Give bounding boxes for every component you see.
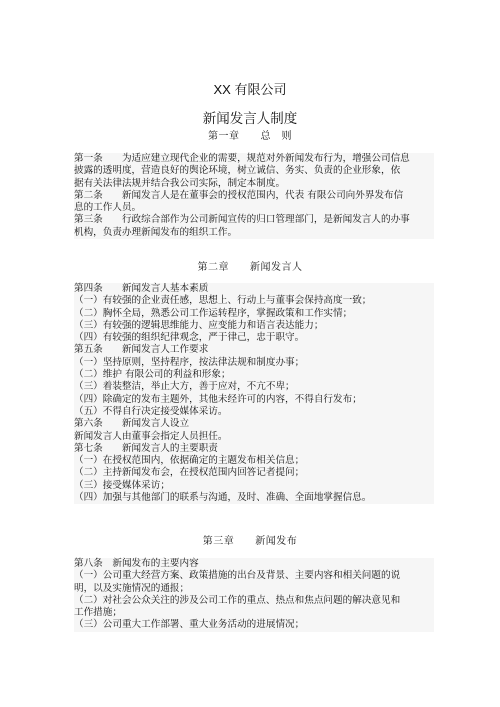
text-line: （四）加强与其他部门的联系与沟通，及时、准确、全面地掌握信息。: [74, 492, 434, 504]
text-line: 第四条 新闻发言人基本素质: [74, 283, 434, 295]
chapter-3-heading-text: 第三章 新闻发布: [202, 536, 298, 547]
document-title: 新闻发言人制度: [202, 111, 298, 127]
company-name: XX 有限公司: [213, 82, 287, 97]
chapter-1-heading: [0, 127, 500, 142]
chapter-2-heading: [0, 258, 500, 273]
section-news-release: [74, 558, 434, 632]
text-line: （二）对社会公众关注的涉及公司工作的重点、热点和焦点问题的解决意见和: [74, 595, 434, 607]
text-line: 第五条 新闻发言人工作要求: [74, 344, 434, 356]
text-line: （五）不得自行决定接受媒体采访。: [74, 406, 434, 418]
text-line: （四）有较强的组织纪律观念，严于律己，忠于职守。: [74, 332, 434, 344]
section-spokesperson: [74, 283, 434, 504]
text-line: （二）主持新闻发布会，在授权范围内回答记者提问；: [74, 467, 434, 479]
chapter-3-heading: [0, 532, 500, 547]
chapter-1-heading-text: 第一章 总 则: [208, 131, 292, 142]
text-line: 披露的透明度，营造良好的舆论环境，树立诚信、务实、负责的企业形象，依: [74, 165, 434, 177]
text-line: （二）胸怀全局，熟悉公司工作运转程序，掌握政策和工作实情；: [74, 308, 434, 320]
text-line: 第三条 行政综合部作为公司新闻宣传的归口管理部门，是新闻发言人的办事: [74, 214, 434, 226]
text-line: 新闻发言人由董事会指定人员担任。: [74, 431, 434, 443]
text-line: （一）有较强的企业责任感，思想上、行动上与董事会保持高度一致；: [74, 295, 434, 307]
text-line: （三）有较强的逻辑思维能力、应变能力和语言表达能力；: [74, 320, 434, 332]
text-line: 明，以及实施情况的通报；: [74, 583, 434, 595]
text-line: （一）坚持原则，坚持程序，按法律法规和制度办事；: [74, 357, 434, 369]
text-line: （三）着装整洁，举止大方，善于应对，不亢不卑；: [74, 381, 434, 393]
text-line: 息的工作人员。: [74, 202, 434, 214]
text-line: （一）公司重大经营方案、政策措施的出台及背景、主要内容和相关问题的说: [74, 570, 434, 582]
text-line: （三）接受媒体采访；: [74, 480, 434, 492]
text-line: 第二条 新闻发言人是在董事会的授权范围内，代表 有限公司向外界发布信: [74, 190, 434, 202]
text-line: 第七条 新闻发言人的主要职责: [74, 443, 434, 455]
text-line: 工作措施；: [74, 607, 434, 619]
text-line: （二）维护 有限公司的利益和形象；: [74, 369, 434, 381]
chapter-2-heading-text: 第二章 新闻发言人: [197, 262, 303, 273]
text-line: 机构，负责办理新闻发布的组织工作。: [74, 227, 434, 239]
text-line: 第六条 新闻发言人设立: [74, 418, 434, 430]
text-line: （一）在授权范围内，依据确定的主题发布相关信息；: [74, 455, 434, 467]
text-line: 第八条 新闻发布的主要内容: [74, 558, 434, 570]
text-line: 第一条 为适应建立现代企业的需要，规范对外新闻发布行为，增强公司信息: [74, 153, 434, 165]
text-line: 据有关法律法规并结合我公司实际，制定本制度。: [74, 178, 434, 190]
section-general-provisions: [74, 153, 434, 239]
text-line: （四）除确定的发布主题外，其他未经许可的内容，不得自行发布；: [74, 394, 434, 406]
text-line: （三）公司重大工作部署、重大业务活动的进展情况；: [74, 619, 434, 631]
